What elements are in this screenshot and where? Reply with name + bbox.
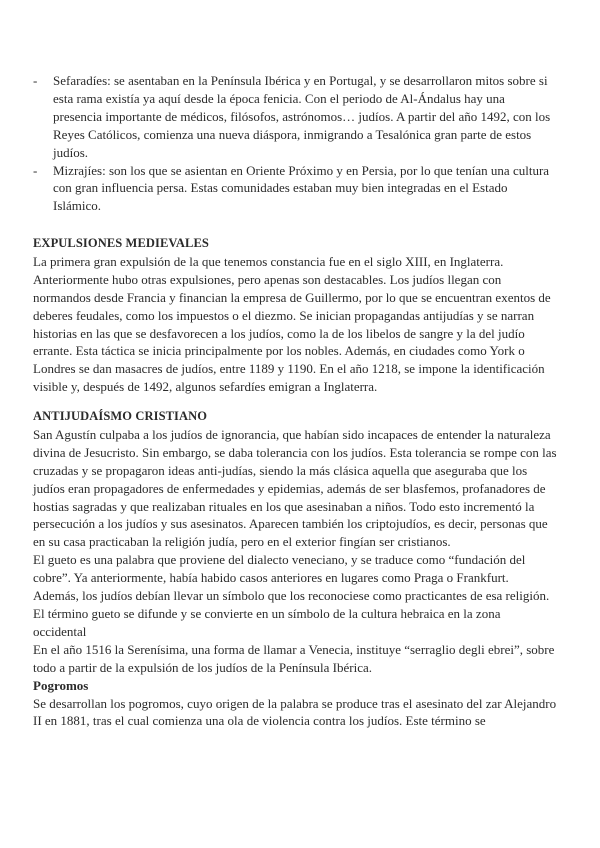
section-paragraph: San Agustín culpaba a los judíos de ignorancia, que habían sido incapaces de entender la naturaleza divina de Jesucristo. Sin embargo, se daba tolerancia con los judíos. Esta tolerancia se rompe con las cruzadas y se propagaron ideas anti-judías, siendo la más clásica aquella que aseguraba que los judíos eran propagadores de enfermedades y epidemias, además de ser blasfemos, profanadores de hostias sagradas y que realizaban rituales en los que asesinaban a niños. Todo esto incrementó la persecución a los judíos y sus asesinatos. Aparecen también los criptojudíos, es decir, personas que en su casa practicaban la religión judía, pero en el exterior fingían ser cristianos. [33, 426, 557, 550]
section-heading: EXPULSIONES MEDIEVALES [33, 236, 209, 250]
bullet-dash: - [33, 73, 38, 88]
bullet-dash: - [33, 162, 38, 178]
bullet-text-sefaradies: Sefaradíes: se asentaban en la Península Ibérica y en Portugal, y se desarrollaron mitos sobre si esta rama existía ya aquí desde la época fenicia. Con el periodo de Al-Ándalus hay una presencia importante de médicos, filósofos, astrónomos… judíos. A partir del año 1492, con los Reyes Católicos, comienza una nueva diáspora, inmigrando a Tesalónica gran parte de estos judíos. [53, 73, 551, 160]
section-paragraph: El gueto es una palabra que proviene del dialecto veneciano, y se traduce como “fundación del cobre”. Ya anteriormente, había habido casos anteriores en lugares como Praga o Frankfurt. Además, los judíos debían llevar un símbolo que los reconociese como practicantes de esa religión. El término gueto se difunde y se convierte en un símbolo de la cultura hebraica en la zona occidental [33, 552, 550, 639]
section-paragraph: Se desarrollan los pogromos, cuyo origen de la palabra se produce tras el asesinato del zar Alejandro II en 1881, tras el cual comienza una ola de violencia contra los judíos. Este término se [33, 695, 557, 729]
subheading-pogromos: Pogromos [33, 677, 89, 693]
bullet-list [33, 72, 553, 215]
list-item [33, 72, 553, 162]
bullet-text-mizrajies: Mizrajíes: son los que se asientan en Oriente Próximo y en Persia, por lo que tenían una cultura con gran influencia persa. Estas comunidades estaban muy bien integradas en el Estado Islámico. [53, 162, 550, 214]
section-expulsiones [33, 235, 557, 396]
section-paragraph: La primera gran expulsión de la que tenemos constancia fue en el siglo XIII, en Inglaterra. Anteriormente hubo otras expulsiones, pero apenas son destacables. Los judíos llegan con normandos desde Francia y financian la empresa de Guillermo, por lo que se encuentran exentos de deberes feudales, como los impuestos o el diezmo. Se inician propagandas antijudías y se narran historias en las que se desfavorecen a los judíos, como la de los libelos de sangre y la del judío errante. Esta táctica se inicia principalmente por los nobles. Además, en ciudades como York o Londres se dan masacres de judíos, entre 1189 y 1190. En el año 1218, se impone la identificación visible y, después de 1492, algunos sefardíes emigran a Inglaterra. [33, 253, 551, 395]
section-antijudaismo [33, 408, 557, 730]
section-paragraph: En el año 1516 la Serenísima, una forma de llamar a Venecia, instituye “serraglio degli ebrei”, sobre todo a partir de la expulsión de los judíos de la Península Ibérica. [33, 641, 555, 675]
list-item [33, 162, 553, 216]
section-heading: ANTIJUDAÍSMO CRISTIANO [33, 409, 208, 423]
